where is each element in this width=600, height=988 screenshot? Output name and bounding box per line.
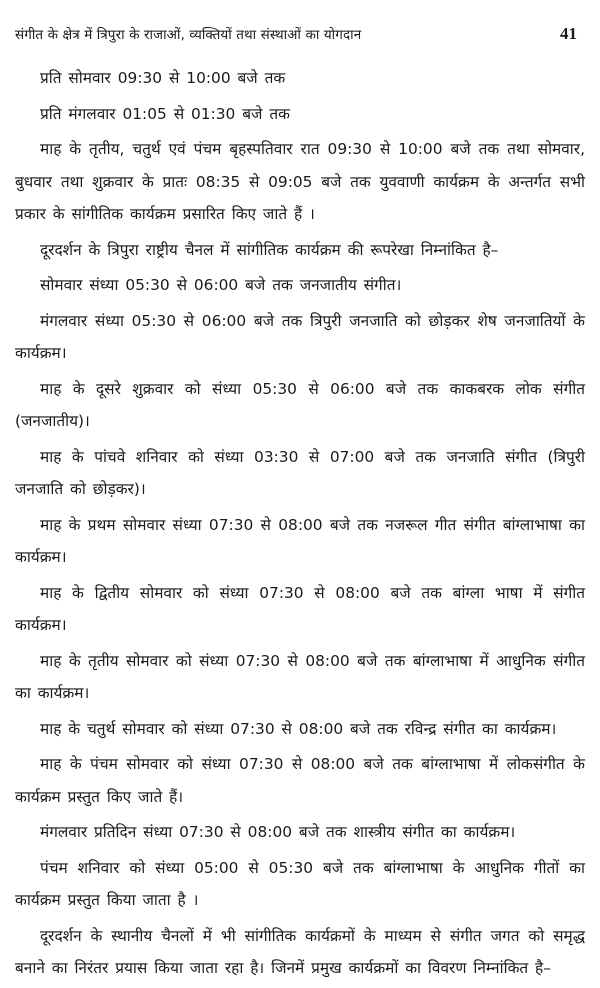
paragraph-nazrul-geet: माह के प्रथम सोमवार संध्या 07:30 से 08:00 बजे तक नजरूल गीत संगीत बांग्लाभाषा का कार्यक्रम। [15,515,585,566]
paragraph-local-channels: दूरदर्शन के स्थानीय चैनलों में भी सांगीतिक कार्यक्रमों के माध्यम से संगीत जगत को समृद्ध बनाने का निरंतर प्रयास किया जाता रहा है। जिनमें प्रमुख कार्यक्रमों का विवरण निम्नांकित है– [15,926,585,977]
paragraph-doordarshan-intro: दूरदर्शन के त्रिपुरा राष्ट्रीय चैनल में सांगीतिक कार्यक्रम की रूपरेखा निम्नांकित है– [40,240,499,259]
running-header [15,22,585,46]
paragraph-third-monday-modern: माह के तृतीय सोमवार को संध्या 07:30 से 08:00 बजे तक बांग्लाभाषा में आधुनिक संगीत का कार्यक्रम। [15,651,585,702]
paragraph-schedule-monday: प्रति सोमवार 09:30 से 10:00 बजे तक [40,69,286,87]
paragraph-classical: मंगलवार प्रतिदिन संध्या 07:30 से 08:00 बजे तक शास्त्रीय संगीत का कार्यक्रम। [40,823,516,841]
paragraph-yuvavani: माह के तृतीय, चतुर्थ एवं पंचम बृहस्पतिवार रात 09:30 से 10:00 बजे तक तथा सोमवार, बुधवार तथा शुक्रवार के प्रातः 08:35 से 09:05 बजे तक युववाणी कार्यक्रम के अन्तर्गत सभी प्रकार के सांगीतिक कार्यक्रम प्रसारित किए जाते हैं । [15,140,585,223]
paragraph-kokborok-folk: माह के दूसरे शुक्रवार को संध्या 05:30 से 06:00 बजे तक काकबरक लोक संगीत (जनजातीय)। [15,379,585,430]
running-title: संगीत के क्षेत्र में त्रिपुरा के राजाओं, व्यक्तियों तथा संस्थाओं का योगदान [15,27,362,43]
paragraph-monday-tribal: सोमवार संध्या 05:30 से 06:00 बजे तक जनजातीय संगीत। [40,276,402,294]
page-number: 41 [560,24,577,43]
paragraph-tuesday-tribal: मंगलवार संध्या 05:30 से 06:00 बजे तक त्रिपुरी जनजाति को छोड़कर शेष जनजातियों के कार्यक्रम। [15,311,585,362]
paragraph-fifth-saturday-tribal: माह के पांचवे शनिवार को संध्या 03:30 से 07:00 बजे तक जनजाति संगीत (त्रिपुरी जनजाति को छोड़कर)। [15,447,585,498]
paragraph-fifth-saturday-modern: पंचम शनिवार को संध्या 05:00 से 05:30 बजे तक बांग्लाभाषा के आधुनिक गीतों का कार्यक्रम प्रस्तुत किया जाता है । [15,858,585,909]
paragraph-schedule-tuesday: प्रति मंगलवार 01:05 से 01:30 बजे तक [40,104,290,123]
paragraph-second-monday-bangla: माह के द्वितीय सोमवार को संध्या 07:30 से 08:00 बजे तक बांग्ला भाषा में संगीत कार्यक्रम। [15,583,585,634]
paragraph-rabindra-sangeet: माह के चतुर्थ सोमवार को संध्या 07:30 से 08:00 बजे तक रविन्द्र संगीत का कार्यक्रम। [40,719,557,738]
paragraph-fifth-monday-folk: माह के पंचम सोमवार को संध्या 07:30 से 08:00 बजे तक बांग्लाभाषा में लोकसंगीत के कार्यक्रम प्रस्तुत किए जाते हैं। [15,755,585,806]
body-text [15,62,585,988]
